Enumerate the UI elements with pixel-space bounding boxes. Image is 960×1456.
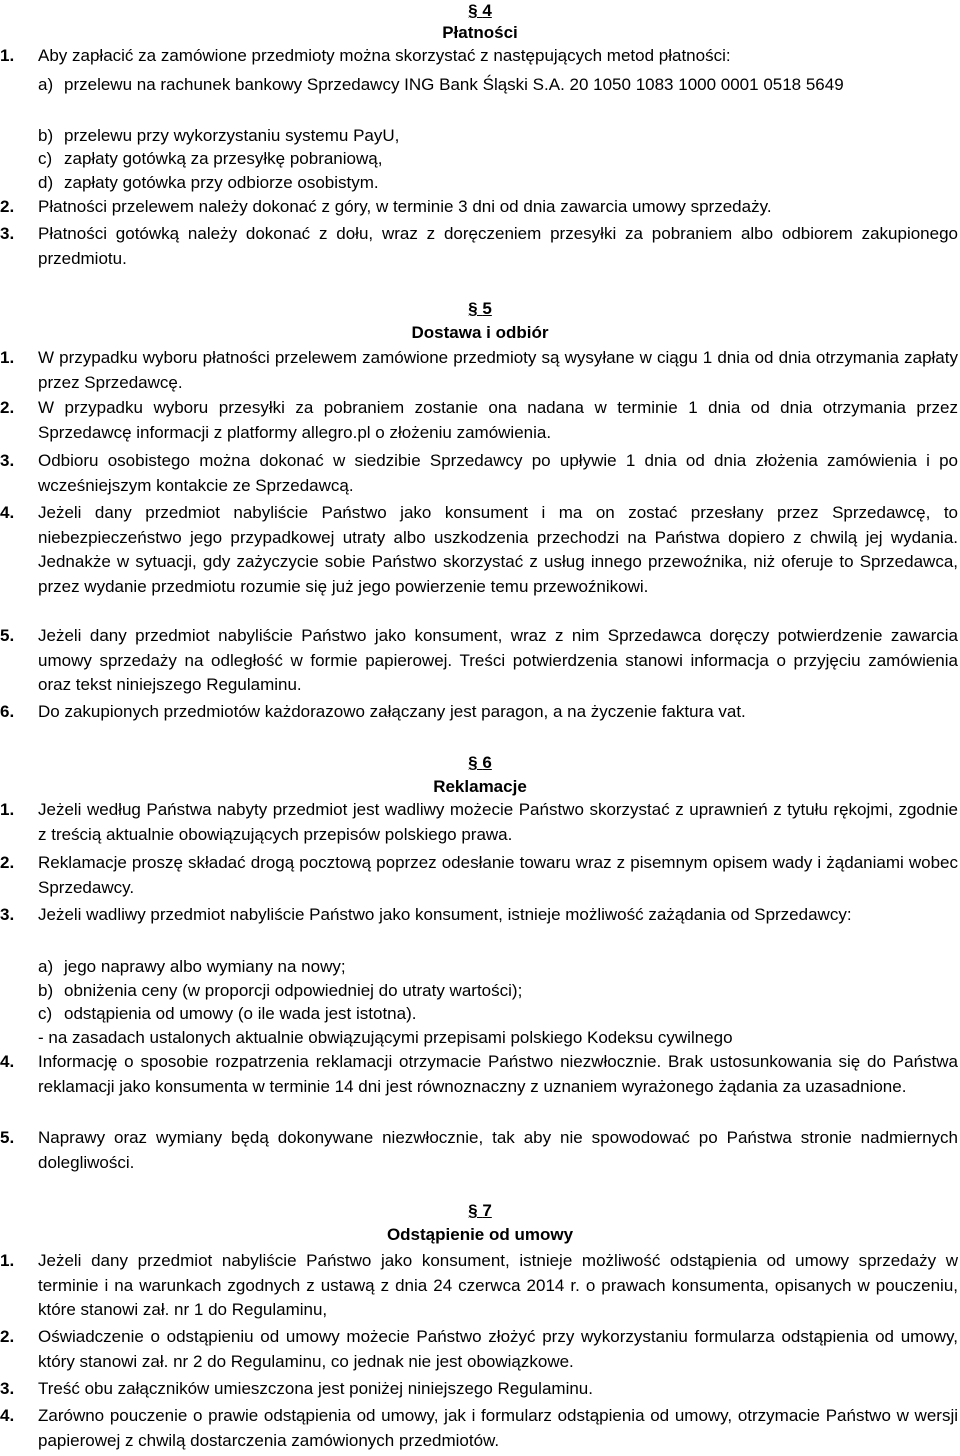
item-text: Do zakupionych przedmiotów każdorazowo załączany jest paragon, a na życzenie faktura vat. xyxy=(38,702,746,721)
option-letter: a) xyxy=(38,957,54,976)
section-title: Dostawa i odbiór xyxy=(411,323,549,342)
item-text: W przypadku wyboru płatności przelewem zamówione przedmioty są wysyłane w ciągu 1 dnia od dnia otrzymania zapłaty przez Sprzedawcę. xyxy=(38,348,958,392)
section-4-heading xyxy=(0,0,960,22)
item-text: Treść obu załączników umieszczona jest poniżej niniejszego Regulaminu. xyxy=(38,1379,593,1398)
section-6-item-3-option-a xyxy=(0,955,958,980)
section-4-item-3 xyxy=(0,222,960,271)
section-number: § 4 xyxy=(468,0,492,22)
option-letter: b) xyxy=(38,126,54,145)
section-6-item-4 xyxy=(0,1050,960,1099)
option-text: zapłaty gotówka przy odbiorze osobistym. xyxy=(64,173,379,192)
item-text: Jeżeli wadliwy przedmiot nabyliście Państwo jako konsument, istnieje możliwość zażądania od Sprzedawcy: xyxy=(38,905,852,924)
item-text: Aby zapłacić za zamówione przedmioty można skorzystać z następujących metod płatności: xyxy=(38,46,731,65)
item-text: Naprawy oraz wymiany będą dokonywane niezwłocznie, tak aby nie spowodować po Państwa stronie nadmiernych dolegliwości. xyxy=(38,1128,958,1172)
section-7 xyxy=(0,1200,960,1248)
item-number: 1. xyxy=(0,1251,15,1270)
section-4-item-1-option-d xyxy=(0,171,958,196)
section-6-item-2 xyxy=(0,851,960,900)
item-text: Jeżeli dany przedmiot nabyliście Państwo jako konsument, istnieje możliwość odstąpienia od umowy sprzedaży w terminie i na warunkach zgodnych z ustawą z dnia 24 czerwca 2014 r. o prawach konsumenta, opisanych w pouczeniu, które stanowi zał. nr 1 do Regulaminu, xyxy=(38,1251,958,1319)
item-number: 3. xyxy=(0,451,15,470)
item-text: Reklamacje proszę składać drogą pocztową poprzez odesłanie towaru wraz z pisemnym opisem wady i żądaniami wobec Sprzedawcy. xyxy=(38,853,958,897)
item-number: 2. xyxy=(0,398,15,417)
item-number: 3. xyxy=(0,905,15,924)
item-text: Informację o sposobie rozpatrzenia reklamacji otrzymacie Państwo niezwłocznie. Brak ustosunkowania się do Państwa reklamacji jako konsumenta w terminie 14 dni jest równoznaczny z uznaniem wyrażonego żądania za uzasadnione. xyxy=(38,1052,958,1096)
section-7-item-1 xyxy=(0,1249,960,1323)
item-number: 2. xyxy=(0,197,15,216)
item-text: Płatności gotówką należy dokonać z dołu, wraz z doręczeniem przesyłki za pobraniem albo odbiorem zakupionego przedmiotu. xyxy=(38,224,958,268)
option-letter: d) xyxy=(38,173,54,192)
section-4-item-1-option-c xyxy=(0,147,958,172)
section-4-item-1-option-b xyxy=(0,124,958,149)
section-6-item-3 xyxy=(0,903,960,928)
item-number: 4. xyxy=(0,1406,15,1425)
item-number: 3. xyxy=(0,1379,15,1398)
item-number: 1. xyxy=(0,46,15,65)
item-text: Oświadczenie o odstąpieniu od umowy możecie Państwo złożyć przy wykorzystaniu formularza odstąpienia od umowy, który stanowi zał. nr 2 do Regulaminu, co jednak nie jest obowiązkowe. xyxy=(38,1327,958,1371)
section-5-item-3 xyxy=(0,449,960,498)
item-number: 4. xyxy=(0,503,15,522)
section-5-item-4 xyxy=(0,501,960,599)
option-letter: c) xyxy=(38,149,53,168)
section-5-item-2 xyxy=(0,396,960,445)
section-6-item-5 xyxy=(0,1126,960,1175)
option-text: odstąpienia od umowy (o ile wada jest istotna). xyxy=(64,1004,417,1023)
section-7-item-2 xyxy=(0,1325,960,1374)
item-number: 5. xyxy=(0,626,15,645)
section-5 xyxy=(0,298,960,346)
option-text: zapłaty gotówką za przesyłkę pobraniową, xyxy=(64,149,383,168)
item-number: 6. xyxy=(0,702,15,721)
section-6-heading xyxy=(0,752,960,776)
section-7-heading xyxy=(0,1200,960,1224)
section-6-item-3-note: - na zasadach ustalonych aktualnie obwiązującymi przepisami polskiego Kodeksu cywilnego xyxy=(38,1028,733,1047)
section-number: § 6 xyxy=(468,752,492,774)
item-number: 1. xyxy=(0,348,15,367)
item-text: Płatności przelewem należy dokonać z góry, w terminie 3 dni od dnia zawarcia umowy sprzedaży. xyxy=(38,197,772,216)
item-text: Odbioru osobistego można dokonać w siedzibie Sprzedawcy po upływie 1 dnia od dnia złożenia zamówienia i po wcześniejszym kontakcie ze Sprzedawcą. xyxy=(38,451,958,495)
section-6 xyxy=(0,752,960,800)
item-number: 5. xyxy=(0,1128,15,1147)
section-5-item-5 xyxy=(0,624,960,698)
section-number: § 5 xyxy=(468,298,492,320)
item-number: 4. xyxy=(0,1052,15,1071)
section-4-item-1 xyxy=(0,44,960,69)
option-text: przelewu przy wykorzystaniu systemu PayU, xyxy=(64,126,400,145)
section-4-item-1-option-a xyxy=(0,73,958,98)
item-text: Jeżeli według Państwa nabyty przedmiot jest wadliwy możecie Państwo skorzystać z uprawnień z tytułu rękojmi, zgodnie z treścią aktualnie obowiązujących przepisów polskiego prawa. xyxy=(38,800,958,844)
item-text: Jeżeli dany przedmiot nabyliście Państwo jako konsument, wraz z nim Sprzedawca doręczy potwierdzenie zawarcia umowy sprzedaży na odległość w formie papierowej. Treści potwierdzenia stanowi informacja o przyjęciu zamówienia oraz tekst niniejszego Regulaminu. xyxy=(38,626,958,694)
section-title: Odstąpienie od umowy xyxy=(386,1225,574,1244)
section-7-item-3 xyxy=(0,1377,960,1402)
section-6-item-3-option-b xyxy=(0,979,958,1004)
option-letter: b) xyxy=(38,981,54,1000)
item-text: W przypadku wyboru przesyłki za pobraniem zostanie ona nadana w terminie 1 dnia od dnia otrzymania przez Sprzedawcę informacji z platformy allegro.pl o złożeniu zamówienia. xyxy=(38,398,958,442)
section-5-heading xyxy=(0,298,960,322)
option-letter: a) xyxy=(38,75,54,94)
item-text: Zarówno pouczenie o prawie odstąpienia od umowy, jak i formularz odstąpienia od umowy, otrzymacie Państwo w wersji papierowej z chwilą dostarczenia zamówionych przedmiotów. xyxy=(38,1406,958,1450)
item-number: 2. xyxy=(0,1327,15,1346)
option-text: obniżenia ceny (w proporcji odpowiedniej do utraty wartości); xyxy=(64,981,523,1000)
item-number: 3. xyxy=(0,224,15,243)
option-text: jego naprawy albo wymiany na nowy; xyxy=(64,957,346,976)
item-text: Jeżeli dany przedmiot nabyliście Państwo jako konsument i ma on zostać przesłany przez Sprzedawcę, to niebezpieczeństwo jego przypadkowej utraty albo uszkodzenia przechodzi na Państwa dopiero z chwilą jej wydania. Jednakże w sytuacji, gdy zażyczycie sobie Państwo skorzystać z usług innego przewoźnika, niż oferuje to Sprzedawca, przez wydanie przedmiotu rozumie się już jego powierzenie temu przewoźnikowi. xyxy=(38,503,958,596)
section-4-item-2 xyxy=(0,195,960,220)
item-number: 2. xyxy=(0,853,15,872)
section-5-item-1 xyxy=(0,346,960,395)
section-title: Reklamacje xyxy=(433,777,527,796)
section-number: § 7 xyxy=(468,1200,492,1222)
section-title: Płatności xyxy=(442,23,518,42)
option-letter: c) xyxy=(38,1004,53,1023)
option-text: przelewu na rachunek bankowy Sprzedawcy ING Bank Śląski S.A. 20 1050 1083 1000 0001 0518 5649 xyxy=(64,75,844,94)
section-6-item-3-option-c xyxy=(0,1002,958,1027)
section-6-item-1 xyxy=(0,798,960,847)
section-7-item-4 xyxy=(0,1404,960,1453)
section-4 xyxy=(0,0,960,46)
section-5-item-6 xyxy=(0,700,960,725)
item-number: 1. xyxy=(0,800,15,819)
